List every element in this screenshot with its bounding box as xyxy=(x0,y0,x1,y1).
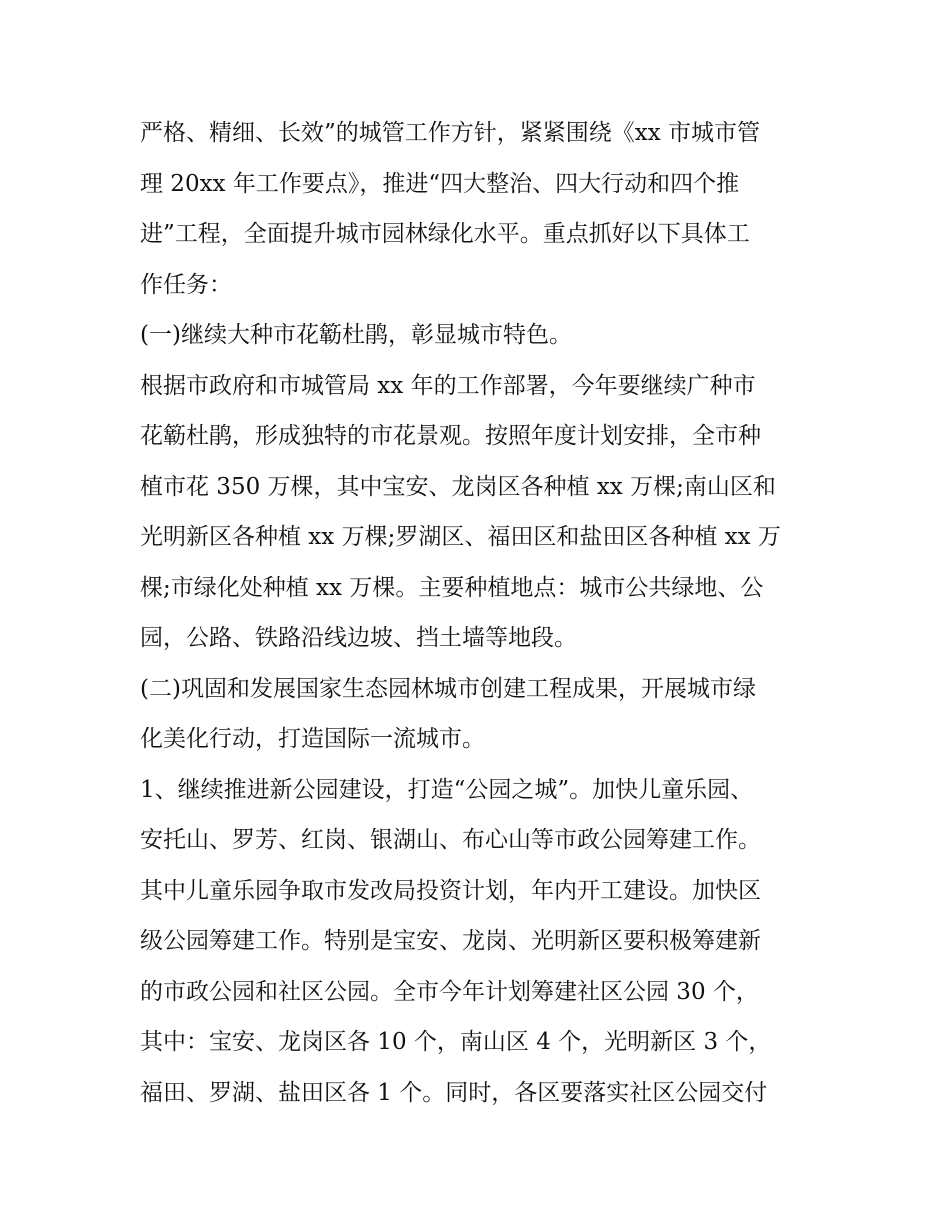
text-line: 植市花 350 万棵，其中宝安、龙岗区各种植 xx 万棵;南山区和 xyxy=(140,473,776,500)
document-body xyxy=(140,108,820,1118)
text-line: 根据市政府和市城管局 xx 年的工作部署，今年要继续广种市 xyxy=(140,372,756,399)
text-line: 其中：宝安、龙岗区各 10 个，南山区 4 个，光明新区 3 个， xyxy=(140,1029,772,1055)
text-line: 进”工程，全面提升城市园林绿化水平。重点抓好以下具体工 xyxy=(140,221,750,247)
text-line: 化美化行动，打造国际一流城市。 xyxy=(140,726,485,752)
section-heading: (二)巩固和发展国家生态园林城市创建工程成果，开展城市绿 xyxy=(140,675,756,702)
text-line: 1、继续推进新公园建设，打造“公园之城”。加快儿童乐园、 xyxy=(140,776,754,803)
text-line: 福田、罗湖、盐田区各 1 个。同时，各区要落实社区公园交付 xyxy=(140,1079,768,1106)
text-line: 的市政公园和社区公园。全市今年计划筹建社区公园 30 个， xyxy=(140,978,759,1005)
text-line: 光明新区各种植 xx 万棵;罗湖区、福田区和盐田区各种植 xx 万 xyxy=(140,524,781,550)
text-line: 安托山、罗芳、红岗、银湖山、布心山等市政公园筹建工作。 xyxy=(140,827,761,853)
text-line: 其中儿童乐园争取市发改局投资计划，年内开工建设。加快区 xyxy=(140,877,761,904)
text-line: 级公园筹建工作。特别是宝安、龙岗、光明新区要积极筹建新 xyxy=(140,928,761,954)
text-line: 花簕杜鹃，形成独特的市花景观。按照年度计划安排，全市种 xyxy=(140,423,761,449)
text-line: 作任务： xyxy=(140,271,232,298)
section-heading: (一)继续大种市花簕杜鹃，彰显城市特色。 xyxy=(140,322,572,348)
text-line: 严格、精细、长效”的城管工作方针，紧紧围绕《xx 市城市管 xyxy=(140,120,761,146)
text-line: 棵;市绿化处种植 xx 万棵。主要种植地点：城市公共绿地、公 xyxy=(140,574,764,601)
text-line: 园，公路、铁路沿线边坡、挡土墙等地段。 xyxy=(140,625,577,651)
text-line: 理 20xx 年工作要点》，推进“四大整治、四大行动和四个推 xyxy=(140,170,740,197)
